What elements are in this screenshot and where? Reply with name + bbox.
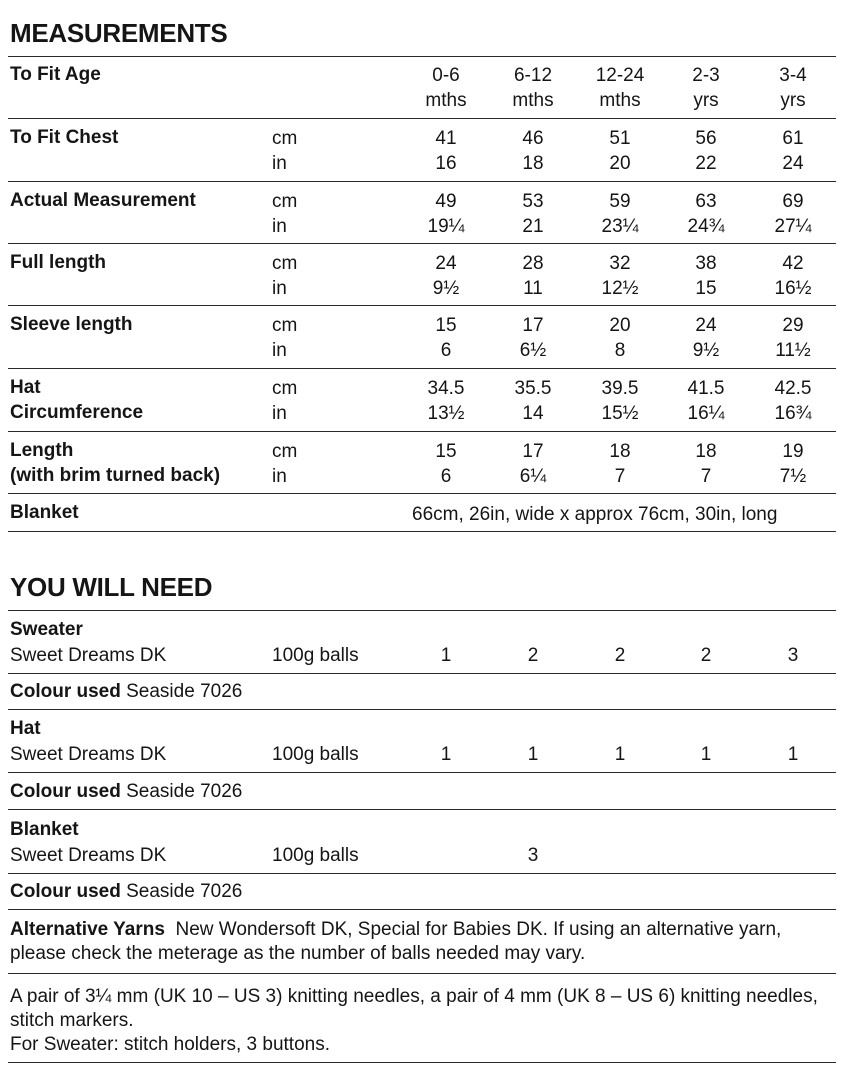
value-cm: 24 [435, 253, 457, 274]
row-label: Sleeve length [10, 314, 133, 335]
yarn-name: Sweet Dreams DK [10, 845, 167, 866]
value-cm: 24 [695, 315, 717, 336]
colour-used [10, 779, 242, 804]
age-unit: mths [425, 90, 467, 111]
colour-used [10, 679, 242, 704]
divider [8, 873, 836, 874]
value-in: 6¼ [519, 466, 547, 487]
divider [8, 610, 836, 611]
needles-text: A pair of 3¼ mm (UK 10 – US 3) knitting needles, a pair of 4 mm (UK 8 – US 6) knitting needles, stitch markers. [10, 986, 818, 1031]
ball-qty: 1 [787, 744, 799, 765]
value-in: 12½ [601, 278, 639, 299]
divider [8, 493, 836, 494]
divider [8, 1062, 836, 1063]
value-in: 16 [435, 153, 457, 174]
value-cm: 32 [609, 253, 631, 274]
age-range: 6-12 [513, 65, 553, 86]
ball-qty: 1 [527, 744, 539, 765]
age-unit: yrs [780, 90, 806, 111]
value-cm: 41 [435, 128, 457, 149]
colour-used [10, 879, 242, 904]
colour-name: Seaside 7026 [126, 781, 243, 802]
value-in: 18 [522, 153, 544, 174]
unit-cm: cm [272, 315, 298, 336]
value-cm: 17 [522, 441, 544, 462]
alternative-yarns [10, 918, 840, 966]
value-cm: 38 [695, 253, 717, 274]
value-cm: 56 [695, 128, 717, 149]
divider [8, 181, 836, 182]
age-unit: mths [599, 90, 641, 111]
unit-cm: cm [272, 253, 298, 274]
value-cm: 18 [609, 441, 631, 462]
divider [8, 709, 836, 710]
value-cm: 46 [522, 128, 544, 149]
age-unit: yrs [693, 90, 719, 111]
ball-qty: 2 [700, 645, 712, 666]
yarn-unit: 100g balls [272, 845, 359, 866]
divider [8, 809, 836, 810]
value-cm: 61 [782, 128, 804, 149]
value-cm: 49 [435, 191, 457, 212]
value-in: 11 [523, 278, 543, 299]
value-in: 7½ [779, 466, 807, 487]
value-cm: 35.5 [514, 378, 552, 399]
ball-qty: 3 [527, 845, 539, 866]
yarn-unit: 100g balls [272, 744, 359, 765]
age-range: 0-6 [432, 65, 460, 86]
age-range: 2-3 [692, 65, 720, 86]
divider [8, 431, 836, 432]
value-in: 15½ [601, 403, 639, 424]
value-in: 6½ [519, 340, 547, 361]
alternative-yarns-text: New Wondersoft DK, Special for Babies DK. If using an alternative yarn, please check the meterage as the number of balls needed may vary. [10, 919, 782, 964]
row-label-line2: Circumference [10, 402, 144, 423]
unit-in: in [272, 403, 287, 424]
value-in: 11½ [775, 340, 811, 361]
ball-qty: 1 [614, 744, 626, 765]
section-title-sweater: Sweater [10, 619, 83, 640]
value-in: 6 [440, 340, 452, 361]
value-in: 13½ [427, 403, 465, 424]
value-cm: 42 [782, 253, 804, 274]
unit-cm: cm [272, 128, 298, 149]
ball-qty: 1 [440, 645, 452, 666]
divider [8, 368, 836, 369]
sweater-extras-text: For Sweater: stitch holders, 3 buttons. [10, 1034, 330, 1055]
yarn-name: Sweet Dreams DK [10, 744, 167, 765]
unit-cm: cm [272, 378, 298, 399]
value-in: 7 [614, 466, 626, 487]
divider [8, 909, 836, 910]
value-cm: 29 [782, 315, 804, 336]
value-in: 24¾ [687, 216, 725, 237]
value-in: 22 [695, 153, 717, 174]
value-in: 23¼ [601, 216, 639, 237]
value-cm: 17 [522, 315, 544, 336]
value-in: 14 [522, 403, 544, 424]
value-cm: 51 [609, 128, 631, 149]
unit-in: in [272, 216, 287, 237]
value-in: 24 [782, 153, 804, 174]
unit-in: in [272, 340, 287, 361]
value-in: 16¼ [687, 403, 725, 424]
row-label: Length [10, 440, 74, 461]
blanket-size: 66cm, 26in, wide x approx 76cm, 30in, long [412, 504, 778, 525]
value-cm: 20 [609, 315, 631, 336]
section-title-blanket: Blanket [10, 819, 79, 840]
value-in: 15 [695, 278, 717, 299]
age-range: 3-4 [779, 65, 807, 86]
value-in: 27¼ [774, 216, 812, 237]
value-cm: 59 [609, 191, 631, 212]
row-label: To Fit Chest [10, 127, 119, 148]
value-cm: 19 [782, 441, 804, 462]
value-cm: 39.5 [601, 378, 639, 399]
age-label: To Fit Age [10, 64, 101, 85]
unit-in: in [272, 278, 287, 299]
blanket-label: Blanket [10, 502, 79, 523]
value-in: 19¼ [427, 216, 465, 237]
divider [8, 305, 836, 306]
colour-name: Seaside 7026 [126, 681, 243, 702]
value-in: 16½ [774, 278, 812, 299]
row-label-line2: (with brim turned back) [10, 465, 221, 486]
ball-qty: 2 [527, 645, 539, 666]
divider [8, 118, 836, 119]
value-in: 7 [700, 466, 712, 487]
value-cm: 42.5 [774, 378, 812, 399]
age-unit: mths [512, 90, 554, 111]
value-in: 16¾ [774, 403, 812, 424]
value-in: 6 [440, 466, 452, 487]
divider [8, 243, 836, 244]
value-in: 9½ [692, 340, 720, 361]
yarn-unit: 100g balls [272, 645, 359, 666]
row-label: Full length [10, 252, 107, 273]
measurements-heading: MEASUREMENTS [10, 18, 228, 48]
colour-name: Seaside 7026 [126, 881, 243, 902]
value-cm: 63 [695, 191, 717, 212]
value-cm: 18 [695, 441, 717, 462]
colour-used-label: Colour used [10, 681, 121, 702]
divider [8, 772, 836, 773]
value-cm: 69 [782, 191, 804, 212]
yarn-name: Sweet Dreams DK [10, 645, 167, 666]
alternative-yarns-label: Alternative Yarns [10, 919, 165, 940]
you-will-need-heading: YOU WILL NEED [10, 572, 213, 602]
value-in: 9½ [432, 278, 460, 299]
unit-cm: cm [272, 191, 298, 212]
colour-used-label: Colour used [10, 881, 121, 902]
value-cm: 28 [522, 253, 544, 274]
divider [8, 673, 836, 674]
unit-in: in [272, 466, 287, 487]
unit-in: in [272, 153, 287, 174]
divider [8, 973, 836, 974]
value-in: 21 [522, 216, 544, 237]
colour-used-label: Colour used [10, 781, 121, 802]
ball-qty: 3 [787, 645, 799, 666]
row-label: Hat [10, 377, 41, 398]
value-in: 8 [614, 340, 626, 361]
ball-qty: 1 [440, 744, 452, 765]
value-in: 20 [609, 153, 631, 174]
value-cm: 53 [522, 191, 544, 212]
ball-qty: 1 [700, 744, 712, 765]
row-label: Actual Measurement [10, 190, 196, 211]
value-cm: 15 [435, 441, 457, 462]
unit-cm: cm [272, 441, 298, 462]
value-cm: 15 [435, 315, 457, 336]
divider [8, 56, 836, 57]
value-cm: 41.5 [687, 378, 725, 399]
age-range: 12-24 [595, 65, 645, 86]
section-title-hat: Hat [10, 718, 41, 739]
value-cm: 34.5 [427, 378, 465, 399]
divider [8, 531, 836, 532]
ball-qty: 2 [614, 645, 626, 666]
